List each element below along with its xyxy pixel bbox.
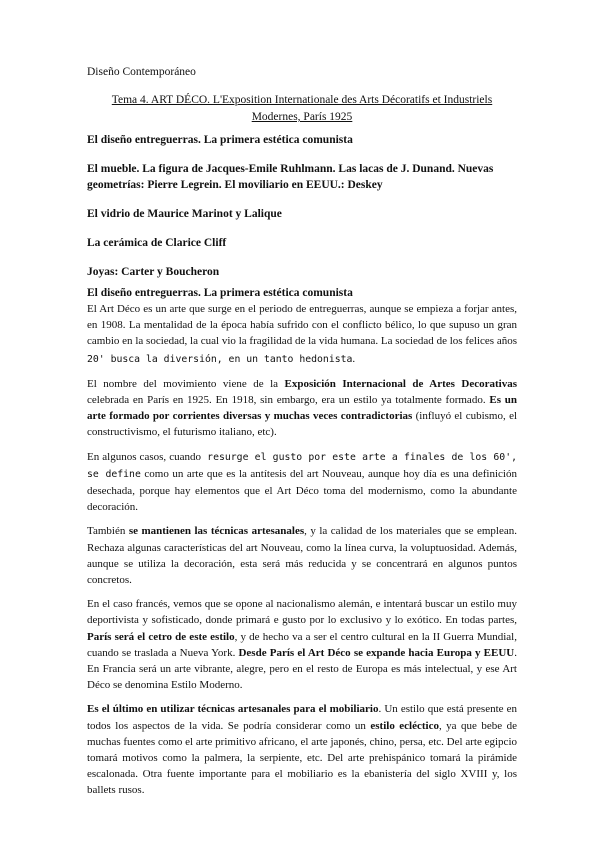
paragraph-2: El nombre del movimiento viene de la Exposición Internacional de Artes Decorativas celebrada en París en 1925. En 1918, sin embargo, era un estilo ya totalmente formado. Es un arte formado por corrientes diversas y muchas veces contradictorias (influyó el cubismo, el constructivismo, el futurismo italiano, etc).	[87, 377, 518, 439]
outline-item: La cerámica de Clarice Cliff	[87, 237, 227, 249]
course-name: Diseño Contemporáneo	[87, 66, 196, 78]
main-section	[87, 285, 517, 807]
paragraph-1: El Art Déco es un arte que surge en el periodo de entreguerras, aunque se empieza a forjar antes, en 1908. La mentalidad de la época había sufrido con el conflicto bélico, lo que supuso un gran cambio en la sociedad, la cual vio la fragilidad de la vida humana. La sociedad de los felices años 20' busca la diversión, en un tanto hedonista.	[87, 303, 517, 365]
paragraph-5: En el caso francés, vemos que se opone al nacionalismo alemán, e intentará buscar un estilo muy deportivista y sofisticado, donde primará e gusto por lo exclusivo y lo exótico. En todas partes, París será el cetro de este estilo, y de hecho va a ser el centro cultural en la II Guerra Mundial, cuando se traslada a Nueva York. Desde París el Art Déco se expande hacia Europa y EEUU. En Francia será un arte vibrante, alegre, pero en el resto de Europa es más intelectual, y ese Art Déco se denomina Estilo Moderno.	[87, 598, 517, 692]
outline-item: El mueble. La figura de Jacques-Emile Ruhlmann. Las lacas de J. Dunand. Nuevas geometrías: Pierre Legrein. El moviliario en EEUU.: Deskey	[87, 163, 494, 191]
outline-item: El vidrio de Maurice Marinot y Lalique	[87, 208, 282, 220]
section-heading: El diseño entreguerras. La primera estética comunista	[87, 287, 353, 299]
document-title: Tema 4. ART DÉCO. L'Exposition Internationale des Arts Décoratifs et Industriels Modernes, París 1925	[111, 94, 493, 123]
paragraph-4: También se mantienen las técnicas artesanales, y la calidad de los materiales que se emplean. Rechaza algunas características del art Nouveau, como la línea curva, la voluptuosidad. Además, aunque se utiliza la decoración, esta será más reducida y se concentrará en algunos puntos concretos.	[87, 525, 518, 587]
outline-item: El diseño entreguerras. La primera estética comunista	[87, 134, 353, 146]
paragraph-6: Es el último en utilizar técnicas artesanales para el mobiliario. Un estilo que está presente en todos los aspectos de la vida. Se podría considerar como un estilo ecléctico, ya que bebe de muchas fuentes como el arte primitivo africano, el arte japonés, chino, persa, etc. Del arte egipcio tomará motivos como la palmera, la serpiente, etc. Del arte prehispánico tomará la pirámide escalonada. Otra fuente importante para el mobiliario es la ebanistería del siglo XVIII y, los ballets rusos.	[87, 703, 517, 797]
paragraph-3: En algunos casos, cuando resurge el gusto por este arte a finales de los 60', se define como un arte que es la antítesis del art Nouveau, aunque hoy día es una definición desechada, porque hay elementos que el Art Déco toma del modernismo, como la abundante decoración.	[87, 450, 517, 514]
outline-item: Joyas: Carter y Boucheron	[87, 266, 220, 278]
topic-outline	[87, 132, 517, 293]
